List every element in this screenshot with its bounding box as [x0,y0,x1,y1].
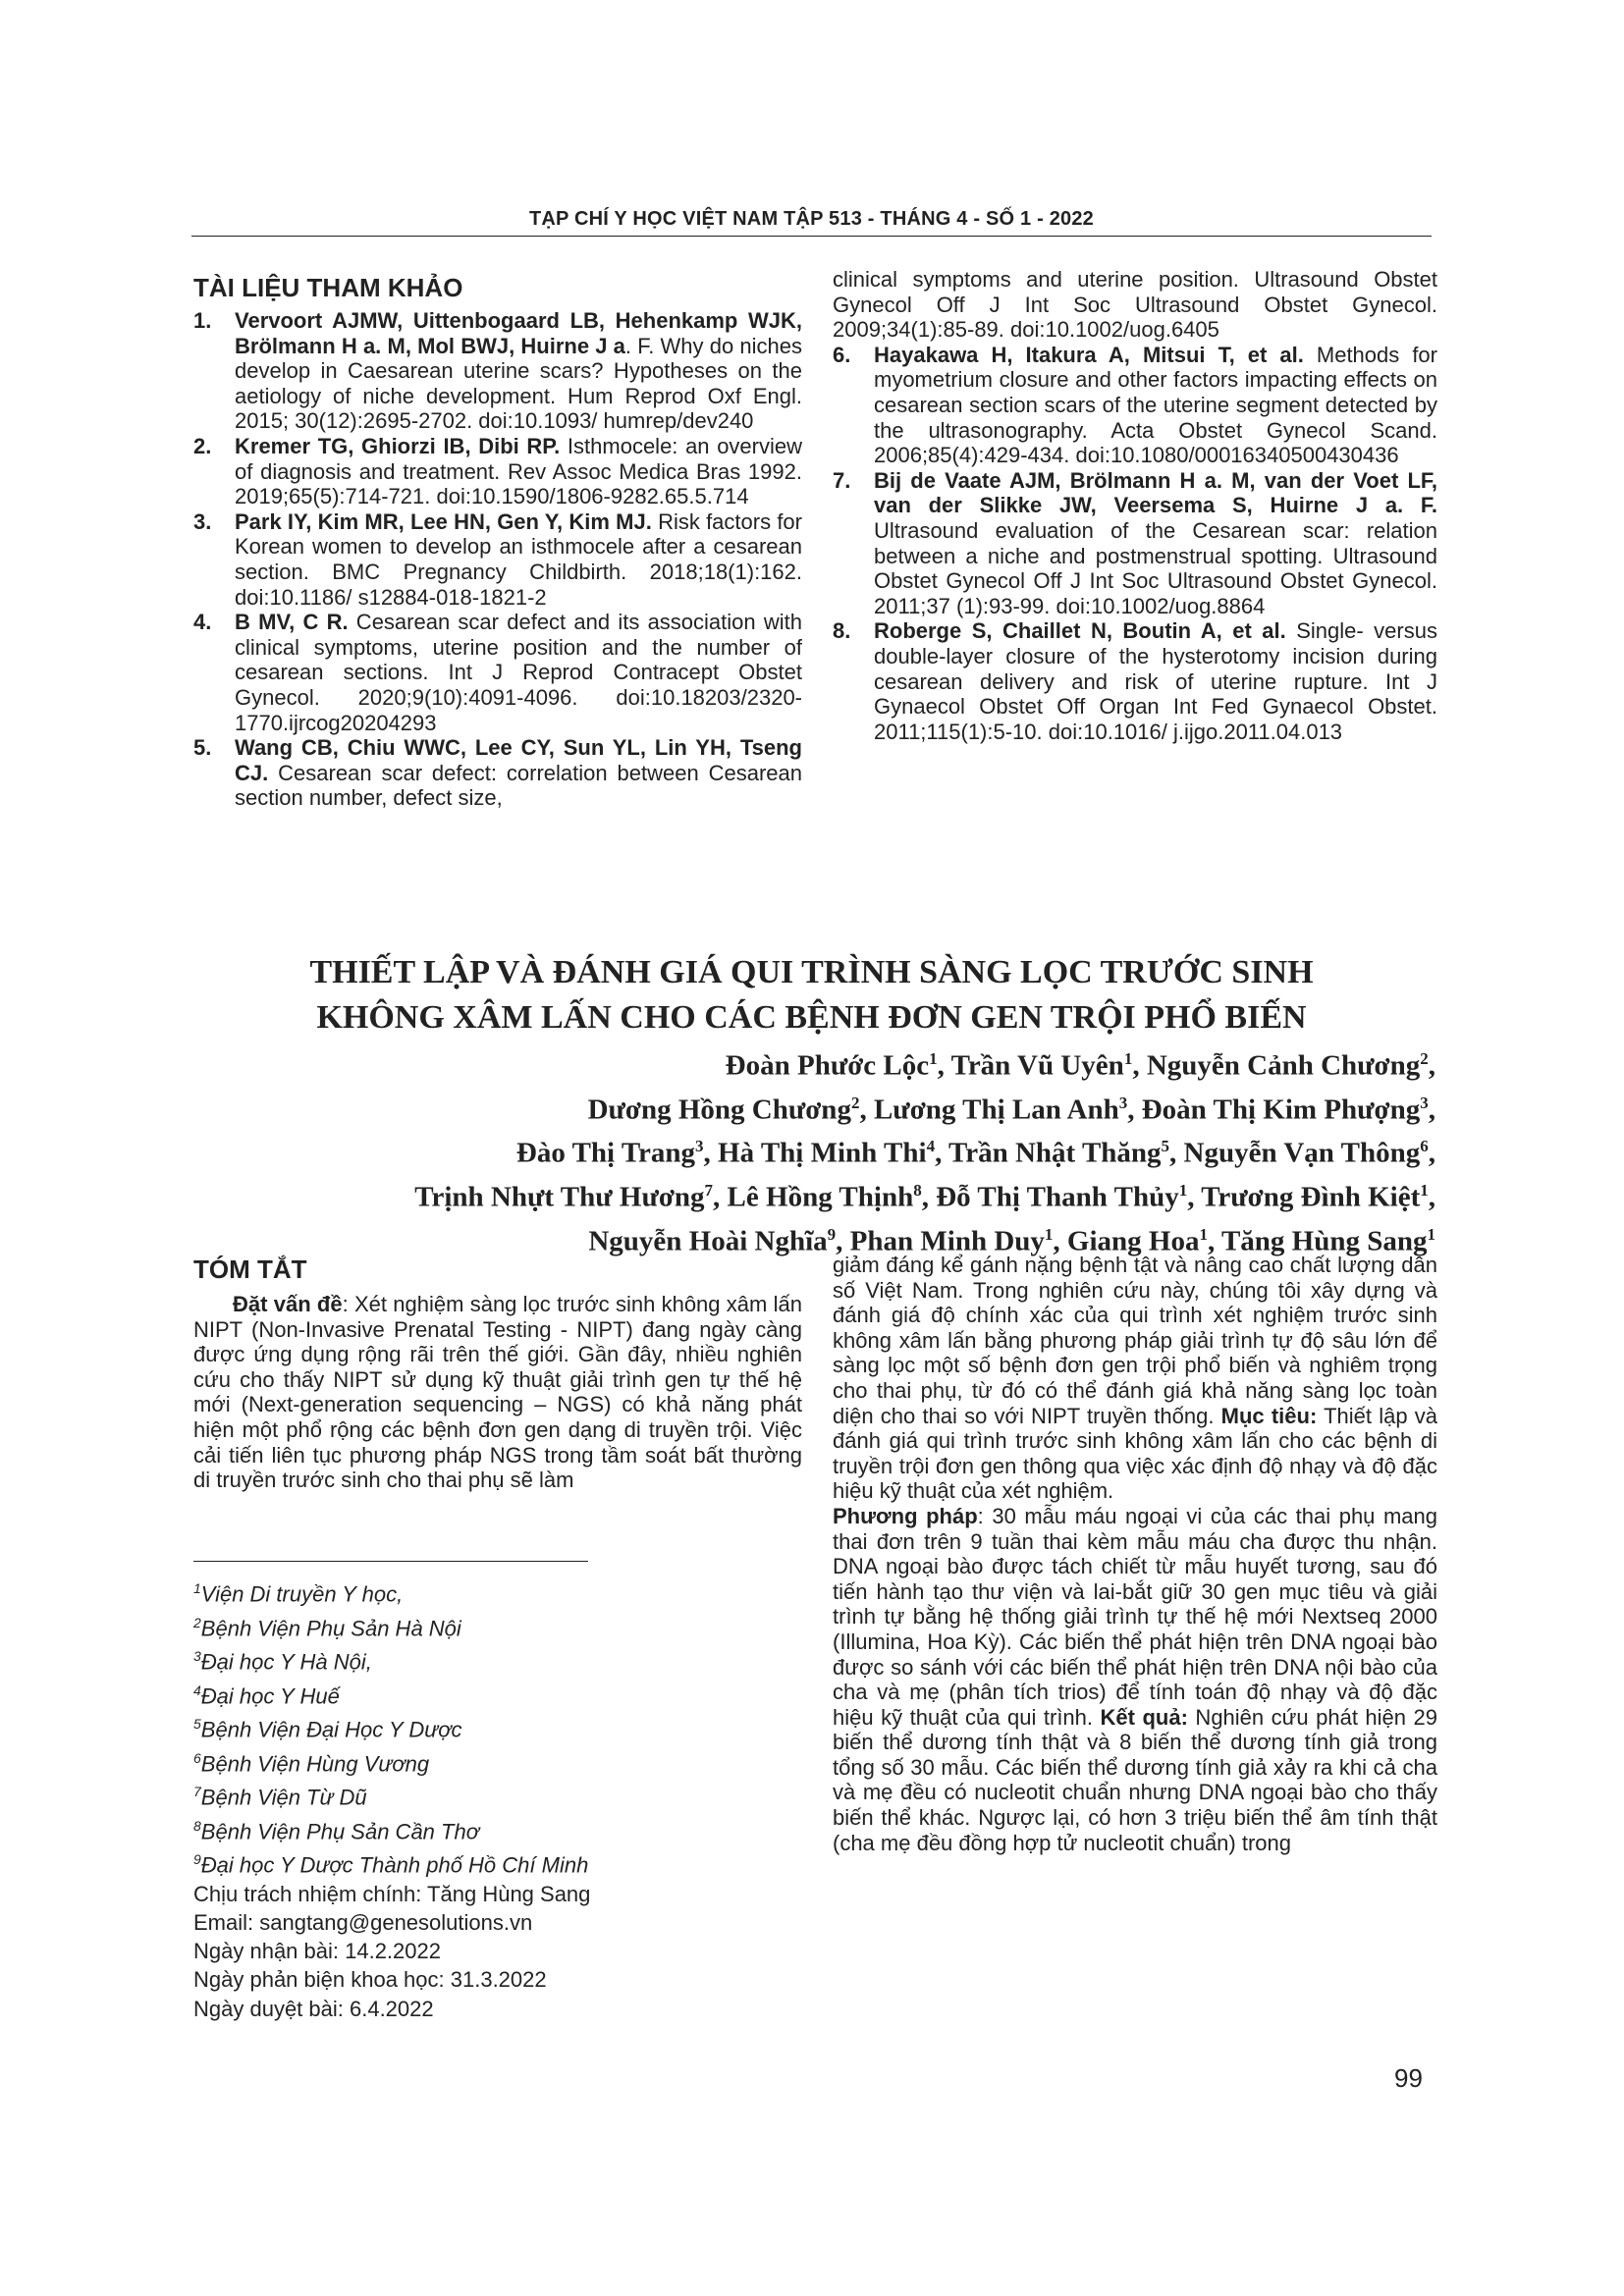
reference-item [833,468,1437,619]
affiliation-name: Đại học Y Hà Nội, [200,1649,372,1675]
reference-text: Isthmocele: an overview of diagnosis and treatment. Rev Assoc Medica Bras 1992. 2019;65(5):714-721. doi:10.1590/1806-9282.65.5.714 [235,433,803,509]
affiliation-number: 3 [193,1648,201,1665]
author-name: Dương Hồng Chương [587,1094,851,1126]
author-list [191,1041,1435,1259]
author-affiliation-mark: 1 [1427,1224,1435,1244]
text-results: Nghiên cứu phát hiện 29 biến thể dương tính thật và 8 biến thể dương tính giả trong tổng số 30 mẫu. Các biến thể dương tính giả xảy ra khi cả cha và mẹ đều có nucleotit chuẩn nhưng DNA ngoại bào cho thấy biến thể khác. Ngược lại, có hơn 3 triệu biến thể âm tính thật (cha mẹ đều đồng hợp tử nucleotit chuẩn) trong [833,1704,1438,1855]
affiliation-name: Bệnh Viện Hùng Vương [200,1750,430,1776]
footnotes [193,1575,783,2023]
page-number: 99 [1394,2063,1423,2093]
abstract-paragraph-background [193,1292,802,1493]
affiliation-name: Bệnh Viện Từ Dũ [200,1785,367,1810]
affiliation-name: Bệnh Viện Phụ Sản Hà Nội [200,1615,461,1640]
author-affiliation-mark: 1 [1178,1180,1188,1200]
reference-authors: Roberge S, Chaillet N, Boutin A, et al. [874,618,1286,644]
text-right-start: giảm đáng kể gánh nặng bệnh tật và nâng cao chất lượng dân số Việt Nam. Trong nghiên cứu này, chúng tôi xây dựng và đánh giá độ chính xác của qui trình xét nghiệm trước sinh không xâm lấn bằng phương pháp giải trình tự độ sâu lớn để sàng lọc một số bệnh đơn gen trội phổ biến và nghiêm trọng cho thai phụ, từ đó có thể đánh giá khả năng sàng lọc toàn diện cho thai so với NIPT truyền thống. [833,1253,1437,1428]
author-name: Hà Thị Minh Thi [718,1137,927,1169]
reference-number: 1. [193,308,212,333]
footnote-divider [193,1561,588,1562]
reference-number: 2. [193,433,212,458]
reference-item [193,735,802,811]
author-affiliation-mark: 1 [929,1049,938,1068]
author-name: Phan Minh Duy [849,1225,1045,1257]
affiliation-item [193,1677,783,1711]
responsible-author: Chịu trách nhiệm chính: Tăng Hùng Sang [193,1881,591,1906]
author-line: Đoàn Phước Lộc$^1$, Trần Vũ Uyên$^1$, Nguyễn Cảnh Chương$^2$, [725,1049,1435,1082]
author-affiliation-mark: 3 [695,1137,704,1156]
author-line: Trịnh Nhựt Thư Hương$^7$, Lê Hồng Thịnh$^8$, Đỗ Thị Thanh Thủy$^1$, Trương Đình Kiệt$^1$, [414,1180,1435,1213]
text-background: : Xét nghiệm sàng lọc trước sinh không xâm lấn NIPT (Non-Invasive Prenatal Testing - NIPT) đang ngày càng được ứng dụng rộng rãi trên thế giới. Gần đây, nhiều nghiên cứu cho thấy NIPT sử dụng kỹ thuật giải trình gen tự thế hệ mới (Next-generation sequencing – NGS) có khả năng phát hiện một phổ rộng các bệnh đơn gen dạng di truyền trội. Việc cải tiến liên tục phương pháp NGS trong tầm soát bất thường di truyền trước sinh cho thai phụ sẽ làm [193,1292,802,1493]
author-affiliation-mark: 1 [1199,1224,1208,1244]
affiliation-number: 4 [193,1682,201,1698]
references-left-column [193,308,802,811]
author-affiliation-mark: 1 [1420,1180,1429,1200]
author-name: Đoàn Phước Lộc [725,1049,930,1082]
author-affiliation-mark: 3 [1420,1093,1429,1112]
author-name: Trương Đình Kiệt [1201,1181,1421,1213]
text-objective: Thiết lập và đánh giá qui trình trước sinh không xâm lấn cho các bệnh di truyền trội đơn gen thông qua việc xác định độ nhạy và độ đặc hiệu kỹ thuật của xét nghiệm. [833,1403,1437,1504]
article-title-line-1: THIẾT LẬP VÀ ĐÁNH GIÁ QUI TRÌNH SÀNG LỌC TRƯỚC SINH [309,954,1314,990]
reference-5-continued: clinical symptoms and uterine position. Ultrasound Obstet Gynecol Off J Int Soc Ultrasound Obstet Gynecol. 2009;34(1):85-89. doi:10.1002/uog.6405 [833,267,1437,343]
date-received: Ngày nhận bài: 14.2.2022 [193,1939,441,1964]
author-name: Trịnh Nhựt Thư Hương [414,1181,705,1213]
reference-authors: Park IY, Kim MR, Lee HN, Gen Y, Kim MJ. [235,508,652,534]
reference-number: 5. [193,735,212,761]
affiliation-number: 8 [193,1817,201,1834]
affiliation-name: Viện Di truyền Y học, [200,1581,404,1607]
reference-text: Single- versus double-layer closure of the hysterotomy incision during cesarean delivery and risk of uterine rupture. Int J Gynaecol Obstet Off Organ Int Fed Gynaecol Obstet. 2011;115(1):5-10. doi:10.1016/ j.ijgo.2011.04.013 [874,618,1437,744]
reference-number: 3. [193,508,212,534]
reference-number: 7. [833,467,851,493]
affiliation-item [193,1744,783,1779]
author-affiliation-mark: 8 [913,1180,922,1200]
reference-number: 6. [833,342,851,367]
author-name: Đào Thị Trang [515,1137,696,1169]
abstract-left-column [193,1292,802,1493]
affiliation-number: 1 [193,1580,201,1596]
reference-text: Cesarean scar defect: correlation between Cesarean section number, defect size, [235,760,802,811]
reference-text: . F. Why do niches develop in Caesarean uterine scars? Hypotheses on the aetiology of niche development. Hum Reprod Oxf Engl. 2015; 30(12):2695-2702. doi:10.1093/ humrep/dev240 [235,333,802,434]
affiliation-item [193,1710,783,1744]
author-affiliation-mark: 9 [827,1224,837,1244]
author-affiliation-mark: 1 [1123,1049,1133,1068]
affiliation-name: Đại học Y Dược Thành phố Hồ Chí Minh [200,1852,589,1878]
author-line: Nguyễn Hoài Nghĩa$^9$, Phan Minh Duy$^1$, Giang Hoa$^1$, Tăng Hùng Sang$^1$ [588,1224,1435,1257]
affiliation-number: 2 [193,1614,201,1630]
author-affiliation-mark: 4 [926,1137,936,1156]
reference-item [833,618,1437,744]
author-line: Dương Hồng Chương$^2$, Lương Thị Lan Anh$^3$, Đoàn Thị Kim Phượng$^3$, [587,1093,1435,1126]
affiliation-name: Đại học Y Huế [200,1682,340,1708]
running-header: TẠP CHÍ Y HỌC VIỆT NAM TẬP 513 - THÁNG 4 - SỐ 1 - 2022 [528,208,1095,230]
abstract-right-column [833,1253,1437,1855]
affiliation-list [193,1575,783,1880]
author-name: Tăng Hùng Sang [1220,1225,1428,1257]
reference-list [193,308,802,811]
author-affiliation-mark: 3 [1118,1093,1128,1112]
reference-authors: Wang CB, Chiu WWC, Lee CY, Sun YL, Lin YH, Tseng CJ. [235,735,802,785]
reference-authors: Vervoort AJMW, Uittenbogaard LB, Hehenkamp WJK, Brölmann H a. M, Mol BWJ, Huirne J a [235,308,802,358]
reference-authors: Kremer TG, Ghiorzi IB, Dibi RP. [235,433,561,458]
reference-list-continued [833,343,1437,745]
date-accepted: Ngày duyệt bài: 6.4.2022 [193,1996,434,2021]
author-line: Đào Thị Trang$^3$, Hà Thị Minh Thi$^4$, Trần Nhật Thăng$^5$, Nguyễn Vạn Thông$^6$, [515,1137,1435,1169]
header-divider [191,236,1432,237]
label-results: Kết quả: [1100,1704,1188,1730]
affiliation-item [193,1778,783,1812]
affiliation-item [193,1812,783,1846]
author-affiliation-mark: 7 [704,1180,714,1200]
reference-item [193,610,802,735]
reference-text: Risk factors for Korean women to develop an isthmocele after a cesarean section. BMC Pregnancy Childbirth. 2018;18(1):162. doi:10.1186/ s12884-018-1821-2 [235,508,802,610]
reference-item [193,308,802,434]
author-affiliation-mark: 1 [1044,1224,1054,1244]
author-affiliation-mark: 5 [1161,1137,1170,1156]
contact-email: Email: sangtang@genesolutions.vn [193,1909,533,1935]
affiliation-name: Bệnh Viện Đại Học Y Dược [200,1717,462,1742]
affiliation-number: 6 [193,1749,201,1766]
reference-number: 8. [833,618,851,644]
author-affiliation-mark: 2 [1420,1049,1429,1068]
author-name: Lương Thị Lan Anh [873,1094,1119,1126]
reference-text: Cesarean scar defect and its association with clinical symptoms, uterine position and the number of cesarean sections. Int J Reprod Contracept Obstet Gynecol. 2020;9(10):4091-4096. doi:10.18203/2320-1770.ijrcog20204293 [235,610,802,735]
reference-item [193,509,802,610]
author-name: Lê Hồng Thịnh [727,1181,914,1213]
text-method: : 30 mẫu máu ngoại vi của các thai phụ mang thai đơn trên 9 tuần thai kèm mẫu máu cha được thu nhận. DNA ngoại bào được tách chiết từ mẫu huyết tương, sau đó tiến hành tạo thư viện và lai-bắt giữ 30 gen mục tiêu và giải trình tự bằng hệ thống giải trình tự thế hệ mới Nextseq 2000 (Illumina, Hoa Kỳ). Các biến thể phát hiện trên DNA ngoại bào được so sánh với các biến thể phát hiện trên DNA nội bào của cha và mẹ (phân tích trios) để tính toán độ nhạy và độ đặc hiệu kỹ thuật của qui trình. [833,1503,1437,1730]
reference-number: 4. [193,610,212,635]
reference-text: Ultrasound evaluation of the Cesarean scar: relation between a niche and postmenstrual spotting. Ultrasound Obstet Gynecol Off J Int Soc Ultrasound Obstet Gynecol. 2011;37 (1):93-99. doi:10.1002/uog.8864 [874,517,1437,618]
label-method: Phương pháp [833,1503,978,1528]
affiliation-number: 7 [193,1784,201,1800]
author-name: Đoàn Thị Kim Phượng [1141,1094,1421,1126]
affiliation-item [193,1642,783,1677]
author-name: Đỗ Thị Thanh Thủy [936,1181,1179,1213]
article-title [191,950,1432,1041]
author-name: Nguyễn Vạn Thông [1183,1137,1421,1169]
affiliation-name: Bệnh Viện Phụ Sản Cần Thơ [200,1819,479,1844]
affiliation-number: 9 [193,1851,201,1868]
label-background: Đặt vấn đề [233,1292,343,1316]
affiliation-item [193,1609,783,1643]
author-name: Nguyễn Cảnh Chương [1146,1049,1421,1082]
reference-item [193,434,802,509]
author-name: Nguyễn Hoài Nghĩa [588,1225,828,1257]
reference-authors: Hayakawa H, Itakura A, Mitsui T, et al. [874,342,1304,367]
reference-text: Methods for myometrium closure and other factors impacting effects on cesarean section scars of the uterine segment detected by the ultrasonography. Acta Obstet Gynecol Scand. 2006;85(4):429-434. doi:10.1080/00016340500430436 [874,342,1437,468]
reference-authors: Bij de Vaate AJM, Brölmann H a. M, van der Voet LF, van der Slikke JW, Veersema S, Huirne J a. F. [874,467,1437,518]
reference-authors: B MV, C R. [235,610,349,635]
affiliation-number: 5 [193,1716,201,1733]
affiliation-item [193,1575,783,1609]
author-name: Trần Nhật Thăng [948,1137,1162,1169]
references-heading: TÀI LIỆU THAM KHẢO [193,273,463,302]
author-name: Trần Vũ Uyên [950,1049,1124,1082]
reference-item [833,343,1437,468]
affiliation-item [193,1845,783,1880]
author-affiliation-mark: 2 [850,1093,860,1112]
date-reviewed: Ngày phản biện khoa học: 31.3.2022 [193,1967,547,1993]
abstract-paragraph-continued [833,1253,1437,1855]
author-name: Giang Hoa [1066,1225,1200,1257]
references-right-column [833,267,1437,744]
label-objective: Mục tiêu: [1220,1403,1318,1428]
article-title-line-2: KHÔNG XÂM LẤN CHO CÁC BỆNH ĐƠN GEN TRỘI PHỔ BIẾN [316,999,1307,1036]
summary-heading: TÓM TẮT [193,1255,307,1284]
author-affiliation-mark: 6 [1420,1137,1429,1156]
